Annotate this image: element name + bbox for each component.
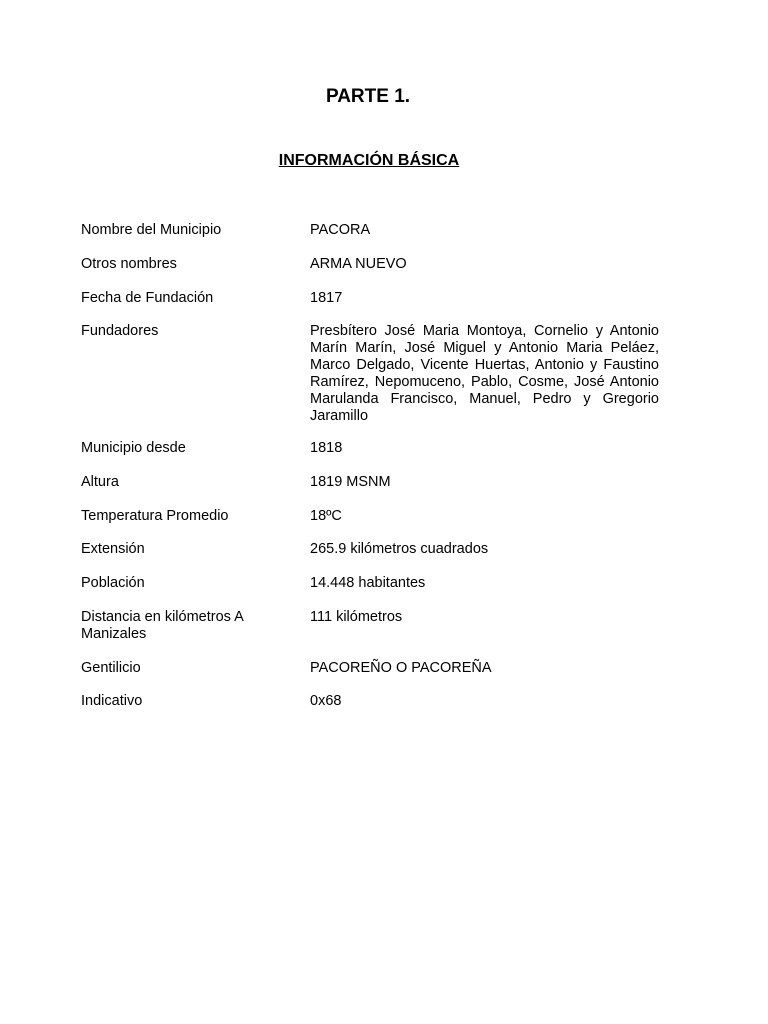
info-row-altura [81, 474, 659, 508]
info-row-fundadores [81, 323, 659, 440]
info-row-municipio [81, 222, 659, 256]
info-row-gentilicio [81, 660, 659, 693]
info-row-indicativo [81, 693, 659, 727]
row-value: 1819 MSNM [310, 474, 391, 490]
row-label: Nombre del Municipio [81, 222, 222, 238]
row-label: Fecha de Fundación [81, 290, 214, 306]
row-value: ARMA NUEVO [310, 256, 407, 272]
row-value: 111 kilómetros [310, 609, 403, 625]
row-label: Otros nombres [81, 256, 177, 272]
row-value: 0x68 [310, 693, 342, 709]
row-label: Extensión [81, 541, 145, 557]
section-title: INFORMACIÓN BÁSICA [278, 152, 460, 169]
row-label: Municipio desde [81, 440, 186, 456]
row-value: PACOREÑO O PACOREÑA [310, 660, 492, 676]
info-row-extension [81, 541, 659, 575]
row-label: Fundadores [81, 323, 159, 339]
row-value: 265.9 kilómetros cuadrados [310, 541, 489, 557]
row-value: PACORA [310, 222, 371, 238]
info-row-distancia [81, 609, 659, 660]
info-row-fecha-fundacion [81, 290, 659, 323]
row-label: Población [81, 575, 145, 591]
info-table [81, 222, 659, 727]
row-value: 14.448 habitantes [310, 575, 426, 591]
info-row-poblacion [81, 575, 659, 609]
row-label: Temperatura Promedio [81, 508, 229, 524]
row-value: Presbítero José Maria Montoya, Cornelio y Antonio Marín Marín, José Miguel y Antonio Maria Peláez, Marco Delgado, Vicente Huertas, Antonio y Faustino Ramírez, Nepomuceno, Pablo, Cosme, José Antonio Marulanda Francisco, Manuel, Pedro y Gregorio Jaramillo [310, 323, 659, 424]
row-label: Gentilicio [81, 660, 141, 676]
row-label: Distancia en kilómetros A Manizales [81, 609, 243, 642]
row-label: Indicativo [81, 693, 143, 709]
row-value: 1817 [310, 290, 343, 306]
info-row-otros-nombres [81, 256, 659, 290]
info-row-temperatura [81, 508, 659, 541]
part-title: PARTE 1. [325, 86, 411, 107]
row-label: Altura [81, 474, 119, 490]
info-row-municipio-desde [81, 440, 659, 474]
row-value: 18ºC [310, 508, 342, 524]
row-value: 1818 [310, 440, 343, 456]
